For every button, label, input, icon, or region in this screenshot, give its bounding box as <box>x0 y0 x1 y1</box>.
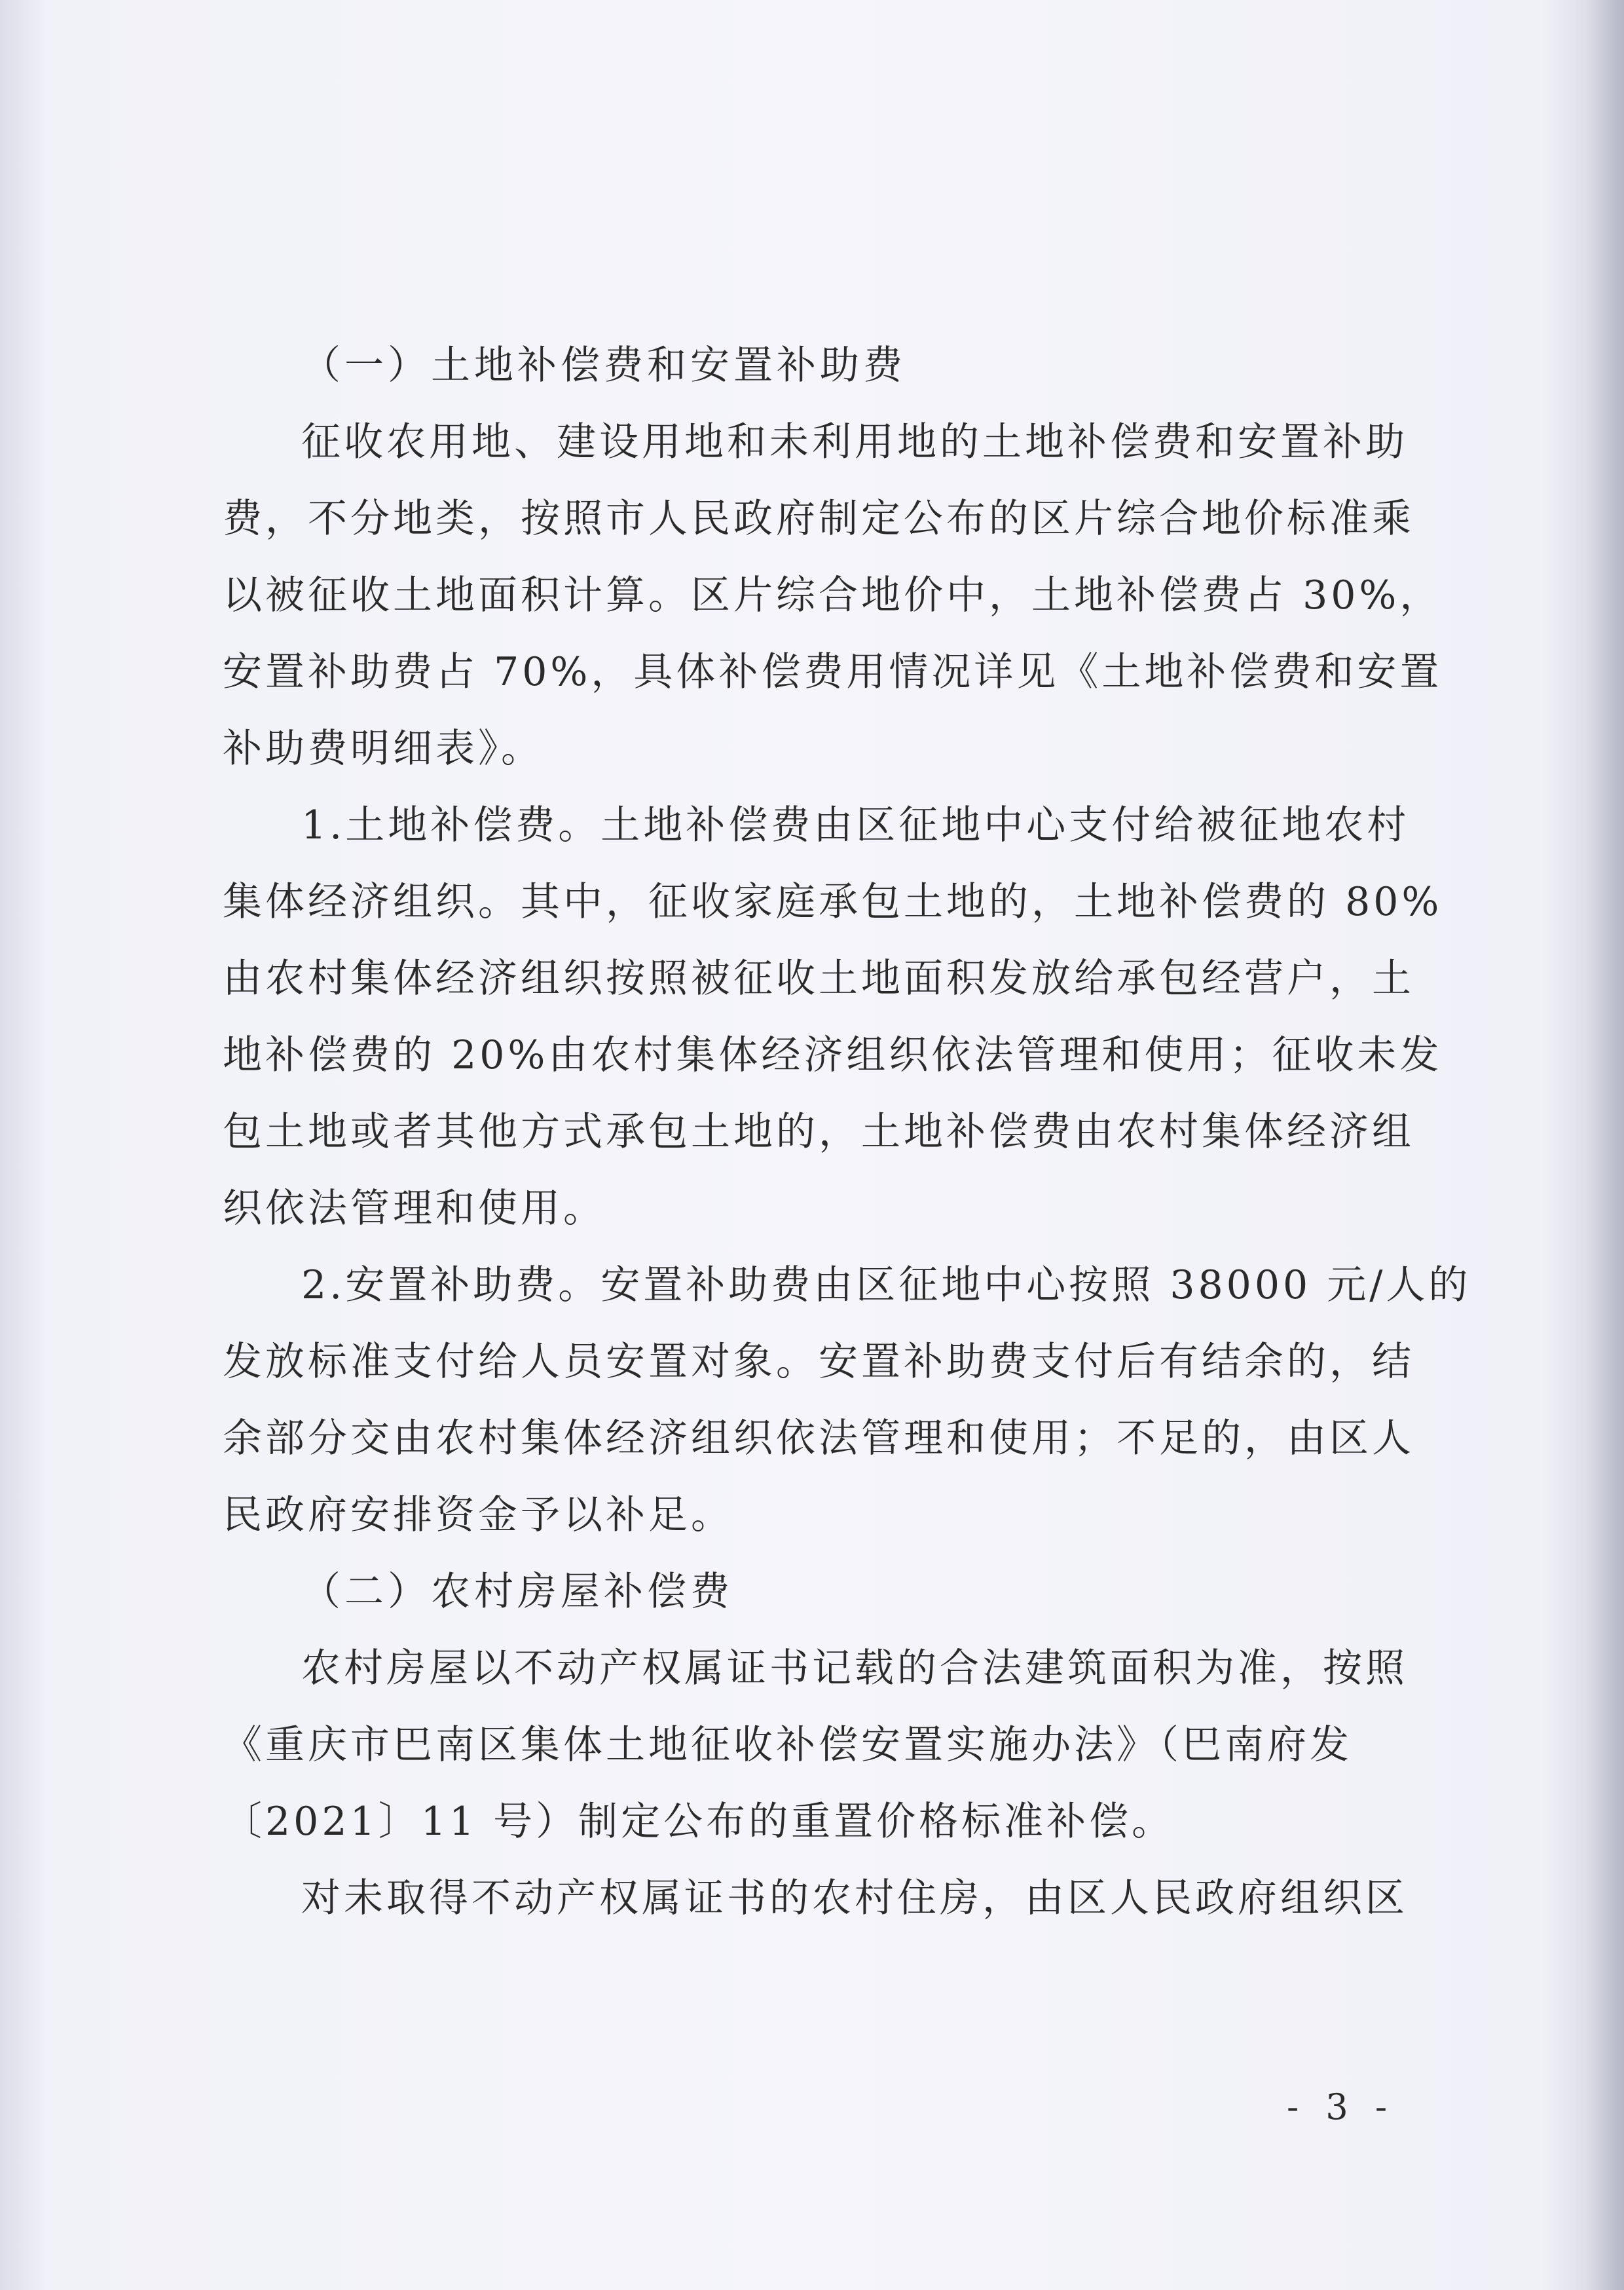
paragraph-line: 以被征收土地面积计算。区片综合地价中，土地补偿费占 30%， <box>223 572 1443 618</box>
paragraph-line: 费，不分地类，按照市人民政府制定公布的区片综合地价标准乘 <box>223 496 1414 542</box>
paragraph-line: 〔2021〕11 号）制定公布的重置价格标准补偿。 <box>223 1799 1175 1845</box>
paragraph-line: 发放标准支付给人员安置对象。安置补助费支付后有结余的，结 <box>223 1339 1414 1385</box>
paragraph-line: 地补偿费的 20%由农村集体经济组织依法管理和使用；征收未发 <box>223 1032 1443 1078</box>
paragraph-line: 集体经济组织。其中，征收家庭承包土地的，土地补偿费的 80% <box>223 879 1443 925</box>
paragraph-line: 由农村集体经济组织按照被征收土地面积发放给承包经营户，土 <box>223 956 1414 1002</box>
section-heading-1: （一）土地补偿费和安置补助费 <box>301 343 906 388</box>
page-edge-shadow <box>1585 0 1624 2290</box>
paragraph-line: 织依法管理和使用。 <box>223 1186 606 1231</box>
paragraph-line: 1.土地补偿费。土地补偿费由区征地中心支付给被征地农村 <box>301 802 1410 848</box>
paragraph-line: 对未取得不动产权属证书的农村住房，由区人民政府组织区 <box>301 1875 1408 1921</box>
paragraph-line: 《重庆市巴南区集体土地征收补偿安置实施办法》（巴南府发 <box>223 1722 1352 1768</box>
paragraph-line: 2.安置补助费。安置补助费由区征地中心按照 38000 元/人的 <box>301 1262 1471 1308</box>
paragraph-line: 余部分交由农村集体经济组织依法管理和使用；不足的，由区人 <box>223 1416 1414 1461</box>
paragraph-line: 补助费明细表》。 <box>223 726 544 772</box>
paragraph-line: 民政府安排资金予以补足。 <box>223 1492 733 1538</box>
paragraph-line: 征收农用地、建设用地和未利用地的土地补偿费和安置补助 <box>301 419 1408 465</box>
paragraph-line: 包土地或者其他方式承包土地的，土地补偿费由农村集体经济组 <box>223 1109 1414 1155</box>
page-number: - 3 - <box>1287 2086 1395 2128</box>
paragraph-line: 安置补助费占 70%，具体补偿费用情况详见《土地补偿费和安置 <box>223 649 1443 695</box>
section-heading-2: （二）农村房屋补偿费 <box>301 1569 733 1615</box>
document-body <box>223 328 1471 1937</box>
paragraph-line: 农村房屋以不动产权属证书记载的合法建筑面积为准，按照 <box>301 1645 1408 1691</box>
